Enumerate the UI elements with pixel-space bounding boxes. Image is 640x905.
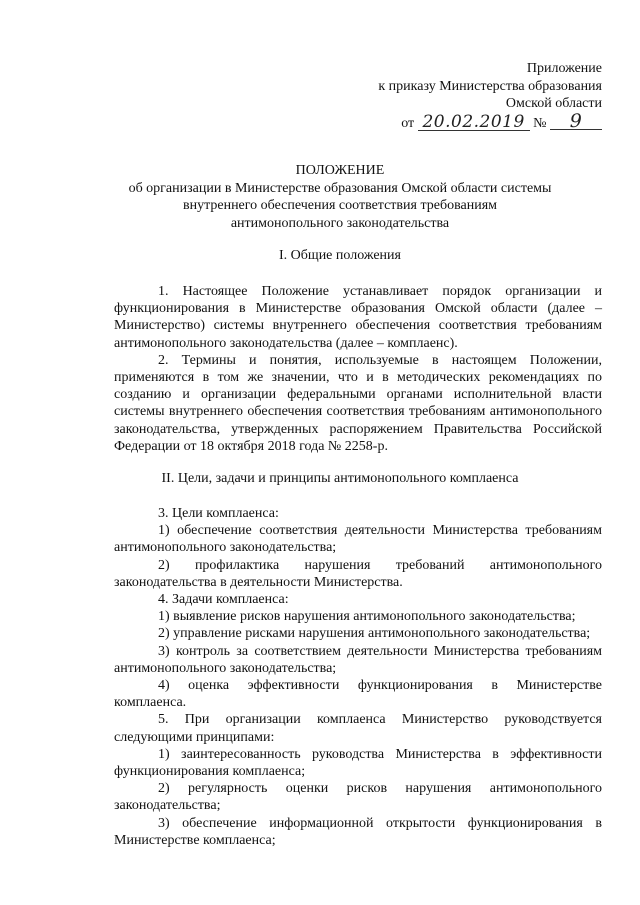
handwritten-date: 20.02.2019 bbox=[418, 114, 530, 131]
paragraph: 2) регулярность оценки рисков нарушения антимонопольного законодательства; bbox=[114, 781, 602, 814]
appendix-label: Приложение bbox=[526, 61, 602, 76]
paragraph: 3) контроль за соответствием деятельности Министерства требованиям антимонопольного законодательства; bbox=[114, 643, 602, 676]
section-1-body bbox=[114, 283, 602, 455]
section-2-heading: II. Цели, задачи и принципы антимонопольного комплаенса bbox=[161, 471, 519, 486]
handwritten-number: 9 bbox=[550, 113, 602, 130]
title-line-2: внутреннего обеспечения соответствия требованиям bbox=[182, 198, 498, 213]
paragraph: 4. Задачи комплаенса: bbox=[158, 592, 289, 608]
paragraph: 3. Цели комплаенса: bbox=[158, 506, 279, 521]
section-1-heading: I. Общие положения bbox=[279, 248, 401, 263]
date-prefix: от bbox=[401, 115, 415, 131]
document-title bbox=[60, 162, 620, 232]
paragraph: 3) обеспечение информационной открытости функционирования в Министерстве комплаенса; bbox=[114, 815, 602, 848]
paragraph: 1. Настоящее Положение устанавливает порядок организации и функционирования в Министерстве образования Омской области (далее – Министерство) системы внутреннего обеспечения соответствия требованиям антимонопольного законодательства (далее – комплаенс). bbox=[114, 284, 602, 351]
section-2-body bbox=[114, 505, 602, 849]
title-heading: ПОЛОЖЕНИЕ bbox=[295, 163, 385, 178]
order-date-number bbox=[378, 109, 602, 133]
number-prefix: № bbox=[533, 115, 547, 131]
paragraph: 2) управление рисками нарушения антимонопольного законодательства; bbox=[158, 626, 591, 642]
paragraph: 5. При организации комплаенса Министерство руководствуется следующими принципами: bbox=[114, 712, 602, 745]
title-line-1: об организации в Министерстве образования Омской области системы bbox=[128, 180, 552, 196]
paragraph: 4) оценка эффективности функционирования в Министерстве комплаенса. bbox=[114, 678, 602, 711]
appendix-header bbox=[378, 60, 602, 132]
paragraph: 2. Термины и понятия, используемые в настоящем Положении, применяются в том же значении, что и в методических рекомендациях по созданию и организации федеральными органами исполнительной власти системы внутреннего обеспечения соответствия требованиям антимонопольного законодательства, утвержденных распоряжением Правительства Российской Федерации от 18 октября 2018 года № 2258-р. bbox=[114, 352, 602, 454]
paragraph: 1) обеспечение соответствия деятельности Министерства требованиям антимонопольного законодательства; bbox=[114, 523, 602, 556]
order-reference: к приказу Министерства образования bbox=[378, 78, 602, 94]
region-name: Омской области bbox=[505, 96, 602, 111]
title-line-3: антимонопольного законодательства bbox=[230, 215, 450, 231]
paragraph: 1) заинтересованность руководства Министерства в эффективности функционирования комплаенса; bbox=[114, 746, 602, 780]
paragraph: 1) выявление рисков нарушения антимонопольного законодательства; bbox=[158, 609, 576, 625]
paragraph: 2) профилактика нарушения требований антимонопольного законодательства в деятельности Министерства. bbox=[114, 557, 602, 590]
